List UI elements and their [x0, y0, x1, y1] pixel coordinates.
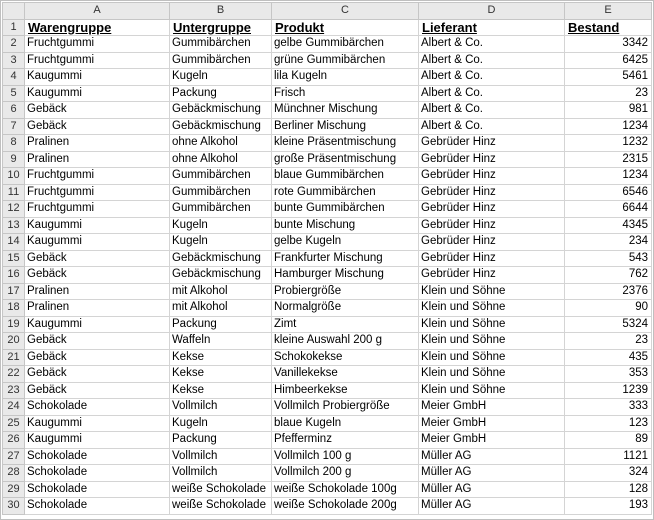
- row-header[interactable]: 28: [3, 465, 25, 482]
- cell-lieferant[interactable]: Gebrüder Hinz: [419, 135, 565, 152]
- cell-warengruppe[interactable]: Gebäck: [25, 102, 170, 119]
- cell-produkt[interactable]: rote Gummibärchen: [272, 184, 419, 201]
- cell-lieferant[interactable]: Meier GmbH: [419, 432, 565, 449]
- cell-untergruppe[interactable]: mit Alkohol: [170, 283, 272, 300]
- table-row: [3, 448, 652, 465]
- cell-bestand[interactable]: 23: [565, 85, 652, 102]
- row-header[interactable]: 23: [3, 382, 25, 399]
- cell-warengruppe[interactable]: Fruchtgummi: [25, 168, 170, 185]
- cell-lieferant[interactable]: Albert & Co.: [419, 69, 565, 86]
- cell-bestand[interactable]: 324: [565, 465, 652, 482]
- cell-warengruppe[interactable]: Pralinen: [25, 135, 170, 152]
- cell-untergruppe[interactable]: Gummibärchen: [170, 36, 272, 53]
- row-header[interactable]: 29: [3, 481, 25, 498]
- cell-produkt[interactable]: kleine Präsentmischung: [272, 135, 419, 152]
- row-header[interactable]: 7: [3, 118, 25, 135]
- cell-produkt[interactable]: bunte Mischung: [272, 217, 419, 234]
- cell-produkt[interactable]: weiße Schokolade 100g: [272, 481, 419, 498]
- cell-warengruppe[interactable]: Schokolade: [25, 481, 170, 498]
- cell-produkt[interactable]: Frisch: [272, 85, 419, 102]
- cell-untergruppe[interactable]: Vollmilch: [170, 465, 272, 482]
- cell-bestand[interactable]: 6425: [565, 52, 652, 69]
- cell-warengruppe[interactable]: Gebäck: [25, 382, 170, 399]
- cell-bestand[interactable]: 89: [565, 432, 652, 449]
- table-row: [3, 250, 652, 267]
- row-header[interactable]: 24: [3, 399, 25, 416]
- cell-produkt[interactable]: grüne Gummibärchen: [272, 52, 419, 69]
- cell-bestand[interactable]: 333: [565, 399, 652, 416]
- cell-produkt[interactable]: Vanillekekse: [272, 366, 419, 383]
- cell-warengruppe[interactable]: Fruchtgummi: [25, 201, 170, 218]
- cell-produkt[interactable]: Hamburger Mischung: [272, 267, 419, 284]
- cell-warengruppe[interactable]: Pralinen: [25, 283, 170, 300]
- cell-lieferant[interactable]: Albert & Co.: [419, 52, 565, 69]
- column-header-e[interactable]: E: [565, 3, 652, 20]
- row-header[interactable]: 3: [3, 52, 25, 69]
- cell-produkt-header[interactable]: Produkt: [272, 19, 419, 36]
- cell-lieferant[interactable]: Gebrüder Hinz: [419, 217, 565, 234]
- cell-untergruppe[interactable]: ohne Alkohol: [170, 151, 272, 168]
- row-header[interactable]: 13: [3, 217, 25, 234]
- cell-untergruppe[interactable]: Kekse: [170, 382, 272, 399]
- cell-lieferant[interactable]: Gebrüder Hinz: [419, 267, 565, 284]
- row-header[interactable]: 18: [3, 300, 25, 317]
- spreadsheet-grid: [2, 2, 652, 515]
- cell-bestand[interactable]: 6644: [565, 201, 652, 218]
- table-row: [3, 234, 652, 251]
- cell-bestand[interactable]: 234: [565, 234, 652, 251]
- cell-produkt[interactable]: Vollmilch 200 g: [272, 465, 419, 482]
- table-row: [3, 300, 652, 317]
- cell-lieferant[interactable]: Gebrüder Hinz: [419, 234, 565, 251]
- cell-untergruppe[interactable]: Kugeln: [170, 69, 272, 86]
- cell-lieferant[interactable]: Albert & Co.: [419, 118, 565, 135]
- cell-untergruppe-header[interactable]: Untergruppe: [170, 19, 272, 36]
- cell-produkt[interactable]: Münchner Mischung: [272, 102, 419, 119]
- row-header[interactable]: 8: [3, 135, 25, 152]
- cell-bestand[interactable]: 3342: [565, 36, 652, 53]
- cell-produkt[interactable]: lila Kugeln: [272, 69, 419, 86]
- row-header[interactable]: 4: [3, 69, 25, 86]
- table-header-row: [3, 19, 652, 36]
- cell-warengruppe[interactable]: Pralinen: [25, 300, 170, 317]
- cell-untergruppe[interactable]: Vollmilch: [170, 399, 272, 416]
- cell-warengruppe[interactable]: Kaugummi: [25, 217, 170, 234]
- table-row: [3, 465, 652, 482]
- table-row: [3, 168, 652, 185]
- row-header[interactable]: 22: [3, 366, 25, 383]
- cell-produkt[interactable]: kleine Auswahl 200 g: [272, 333, 419, 350]
- row-header[interactable]: 26: [3, 432, 25, 449]
- cell-lieferant[interactable]: Albert & Co.: [419, 102, 565, 119]
- row-header[interactable]: 16: [3, 267, 25, 284]
- cell-lieferant[interactable]: Albert & Co.: [419, 85, 565, 102]
- table-row: [3, 333, 652, 350]
- cell-untergruppe[interactable]: Packung: [170, 316, 272, 333]
- cell-produkt[interactable]: blaue Kugeln: [272, 415, 419, 432]
- cell-untergruppe[interactable]: weiße Schokolade: [170, 498, 272, 515]
- cell-bestand[interactable]: 762: [565, 267, 652, 284]
- cell-lieferant[interactable]: Gebrüder Hinz: [419, 250, 565, 267]
- cell-bestand[interactable]: 90: [565, 300, 652, 317]
- cell-bestand[interactable]: 1239: [565, 382, 652, 399]
- cell-lieferant[interactable]: Klein und Söhne: [419, 349, 565, 366]
- cell-produkt[interactable]: gelbe Kugeln: [272, 234, 419, 251]
- row-header[interactable]: 5: [3, 85, 25, 102]
- table-row: [3, 382, 652, 399]
- cell-untergruppe[interactable]: Kekse: [170, 366, 272, 383]
- cell-bestand[interactable]: 2376: [565, 283, 652, 300]
- cell-untergruppe[interactable]: Kugeln: [170, 234, 272, 251]
- table-row: [3, 415, 652, 432]
- row-header[interactable]: 25: [3, 415, 25, 432]
- cell-produkt[interactable]: bunte Gummibärchen: [272, 201, 419, 218]
- cell-lieferant[interactable]: Klein und Söhne: [419, 366, 565, 383]
- row-header[interactable]: 6: [3, 102, 25, 119]
- cell-untergruppe[interactable]: Kekse: [170, 349, 272, 366]
- table-row: [3, 316, 652, 333]
- table-row: [3, 498, 652, 515]
- cell-lieferant[interactable]: Klein und Söhne: [419, 300, 565, 317]
- cell-bestand[interactable]: 1234: [565, 168, 652, 185]
- column-header-d[interactable]: D: [419, 3, 565, 20]
- cell-produkt[interactable]: Pfefferminz: [272, 432, 419, 449]
- table-row: [3, 481, 652, 498]
- cell-warengruppe[interactable]: Kaugummi: [25, 234, 170, 251]
- table-row: [3, 201, 652, 218]
- cell-warengruppe[interactable]: Gebäck: [25, 366, 170, 383]
- cell-bestand[interactable]: 23: [565, 333, 652, 350]
- cell-lieferant[interactable]: Meier GmbH: [419, 415, 565, 432]
- cell-warengruppe[interactable]: Gebäck: [25, 333, 170, 350]
- cell-untergruppe[interactable]: Packung: [170, 432, 272, 449]
- row-header[interactable]: 12: [3, 201, 25, 218]
- cell-untergruppe[interactable]: Vollmilch: [170, 448, 272, 465]
- table-row: [3, 366, 652, 383]
- cell-lieferant-header[interactable]: Lieferant: [419, 19, 565, 36]
- cell-lieferant[interactable]: Klein und Söhne: [419, 333, 565, 350]
- cell-lieferant[interactable]: Gebrüder Hinz: [419, 201, 565, 218]
- cell-bestand[interactable]: 1121: [565, 448, 652, 465]
- row-header[interactable]: 2: [3, 36, 25, 53]
- cell-bestand[interactable]: 6546: [565, 184, 652, 201]
- cell-bestand[interactable]: 543: [565, 250, 652, 267]
- cell-untergruppe[interactable]: Gummibärchen: [170, 201, 272, 218]
- cell-untergruppe[interactable]: mit Alkohol: [170, 300, 272, 317]
- cell-produkt[interactable]: Frankfurter Mischung: [272, 250, 419, 267]
- row-header[interactable]: 11: [3, 184, 25, 201]
- cell-bestand[interactable]: 1234: [565, 118, 652, 135]
- table-row: [3, 69, 652, 86]
- cell-lieferant[interactable]: Müller AG: [419, 481, 565, 498]
- table-row: [3, 184, 652, 201]
- select-all-corner[interactable]: [3, 3, 25, 20]
- table-row: [3, 85, 652, 102]
- row-header[interactable]: 17: [3, 283, 25, 300]
- table-row: [3, 283, 652, 300]
- cell-untergruppe[interactable]: Gummibärchen: [170, 52, 272, 69]
- cell-warengruppe[interactable]: Schokolade: [25, 498, 170, 515]
- column-header-c[interactable]: C: [272, 3, 419, 20]
- cell-produkt[interactable]: Himbeerkekse: [272, 382, 419, 399]
- cell-warengruppe[interactable]: Kaugummi: [25, 432, 170, 449]
- cell-warengruppe[interactable]: Fruchtgummi: [25, 184, 170, 201]
- cell-untergruppe[interactable]: Gebäckmischung: [170, 102, 272, 119]
- table-row: [3, 52, 652, 69]
- cell-produkt[interactable]: Vollmilch 100 g: [272, 448, 419, 465]
- cell-lieferant[interactable]: Gebrüder Hinz: [419, 168, 565, 185]
- cell-untergruppe[interactable]: Gebäckmischung: [170, 250, 272, 267]
- cell-untergruppe[interactable]: Kugeln: [170, 217, 272, 234]
- table-row: [3, 267, 652, 284]
- cell-warengruppe[interactable]: Fruchtgummi: [25, 36, 170, 53]
- cell-lieferant[interactable]: Gebrüder Hinz: [419, 184, 565, 201]
- row-header[interactable]: 19: [3, 316, 25, 333]
- cell-untergruppe[interactable]: Gebäckmischung: [170, 267, 272, 284]
- cell-warengruppe[interactable]: Schokolade: [25, 448, 170, 465]
- cell-lieferant[interactable]: Müller AG: [419, 498, 565, 515]
- cell-warengruppe[interactable]: Kaugummi: [25, 415, 170, 432]
- cell-bestand[interactable]: 5324: [565, 316, 652, 333]
- cell-produkt[interactable]: Normalgröße: [272, 300, 419, 317]
- row-header[interactable]: 15: [3, 250, 25, 267]
- column-header-a[interactable]: A: [25, 3, 170, 20]
- cell-bestand[interactable]: 4345: [565, 217, 652, 234]
- cell-warengruppe[interactable]: Fruchtgummi: [25, 52, 170, 69]
- cell-bestand[interactable]: 128: [565, 481, 652, 498]
- table-row: [3, 217, 652, 234]
- cell-produkt[interactable]: Zimt: [272, 316, 419, 333]
- cell-produkt[interactable]: gelbe Gummibärchen: [272, 36, 419, 53]
- cell-produkt[interactable]: Schokokekse: [272, 349, 419, 366]
- cell-untergruppe[interactable]: Gummibärchen: [170, 184, 272, 201]
- cell-warengruppe[interactable]: Schokolade: [25, 465, 170, 482]
- row-header[interactable]: 21: [3, 349, 25, 366]
- table-row: [3, 399, 652, 416]
- cell-lieferant[interactable]: Klein und Söhne: [419, 283, 565, 300]
- cell-bestand[interactable]: 1232: [565, 135, 652, 152]
- cell-untergruppe[interactable]: Gummibärchen: [170, 168, 272, 185]
- cell-warengruppe[interactable]: Gebäck: [25, 349, 170, 366]
- cell-lieferant[interactable]: Meier GmbH: [419, 399, 565, 416]
- cell-untergruppe[interactable]: Gebäckmischung: [170, 118, 272, 135]
- cell-untergruppe[interactable]: ohne Alkohol: [170, 135, 272, 152]
- cell-warengruppe-header[interactable]: Warengruppe: [25, 19, 170, 36]
- cell-lieferant[interactable]: Müller AG: [419, 465, 565, 482]
- cell-bestand[interactable]: 353: [565, 366, 652, 383]
- cell-lieferant[interactable]: Müller AG: [419, 448, 565, 465]
- table-row: [3, 151, 652, 168]
- cell-lieferant[interactable]: Klein und Söhne: [419, 382, 565, 399]
- cell-bestand[interactable]: 5461: [565, 69, 652, 86]
- table-row: [3, 36, 652, 53]
- cell-bestand[interactable]: 2315: [565, 151, 652, 168]
- row-header[interactable]: 27: [3, 448, 25, 465]
- cell-warengruppe[interactable]: Pralinen: [25, 151, 170, 168]
- cell-bestand[interactable]: 123: [565, 415, 652, 432]
- cell-lieferant[interactable]: Klein und Söhne: [419, 316, 565, 333]
- cell-warengruppe[interactable]: Gebäck: [25, 250, 170, 267]
- cell-lieferant[interactable]: Albert & Co.: [419, 36, 565, 53]
- row-header[interactable]: 14: [3, 234, 25, 251]
- cell-produkt[interactable]: Probiergröße: [272, 283, 419, 300]
- cell-produkt[interactable]: weiße Schokolade 200g: [272, 498, 419, 515]
- cell-produkt[interactable]: große Präsentmischung: [272, 151, 419, 168]
- column-header-row: [3, 3, 652, 20]
- cell-warengruppe[interactable]: Kaugummi: [25, 316, 170, 333]
- row-header[interactable]: 9: [3, 151, 25, 168]
- cell-untergruppe[interactable]: Packung: [170, 85, 272, 102]
- cell-untergruppe[interactable]: Waffeln: [170, 333, 272, 350]
- cell-produkt[interactable]: blaue Gummibärchen: [272, 168, 419, 185]
- row-header[interactable]: 20: [3, 333, 25, 350]
- cell-warengruppe[interactable]: Gebäck: [25, 267, 170, 284]
- cell-produkt[interactable]: Berliner Mischung: [272, 118, 419, 135]
- row-header[interactable]: 1: [3, 19, 25, 36]
- cell-warengruppe[interactable]: Kaugummi: [25, 69, 170, 86]
- cell-bestand[interactable]: 193: [565, 498, 652, 515]
- table-row: [3, 349, 652, 366]
- cell-warengruppe[interactable]: Gebäck: [25, 118, 170, 135]
- table-row: [3, 102, 652, 119]
- table-row: [3, 118, 652, 135]
- row-header[interactable]: 30: [3, 498, 25, 515]
- cell-bestand[interactable]: 981: [565, 102, 652, 119]
- cell-bestand-header[interactable]: Bestand: [565, 19, 652, 36]
- cell-lieferant[interactable]: Gebrüder Hinz: [419, 151, 565, 168]
- cell-warengruppe[interactable]: Schokolade: [25, 399, 170, 416]
- cell-warengruppe[interactable]: Kaugummi: [25, 85, 170, 102]
- cell-bestand[interactable]: 435: [565, 349, 652, 366]
- cell-produkt[interactable]: Vollmilch Probiergröße: [272, 399, 419, 416]
- table-row: [3, 135, 652, 152]
- cell-untergruppe[interactable]: weiße Schokolade: [170, 481, 272, 498]
- cell-untergruppe[interactable]: Kugeln: [170, 415, 272, 432]
- row-header[interactable]: 10: [3, 168, 25, 185]
- column-header-b[interactable]: B: [170, 3, 272, 20]
- table-row: [3, 432, 652, 449]
